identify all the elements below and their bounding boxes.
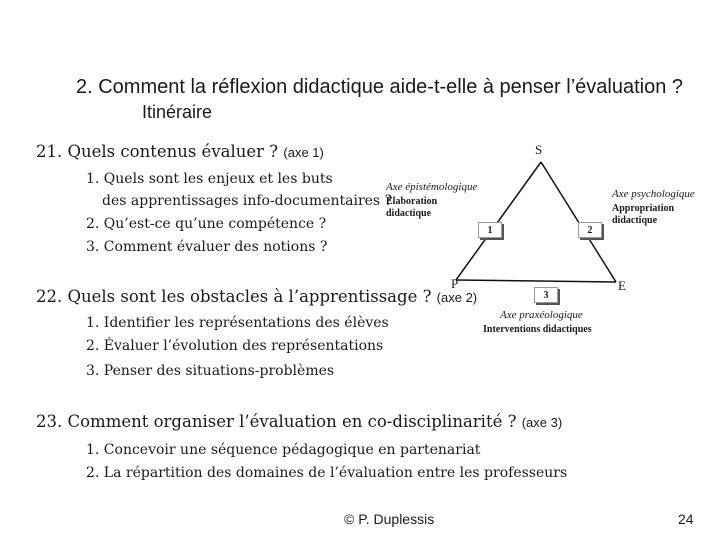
axis-psycho-title: Axe psychologique [612,188,695,200]
section-23-item-2: 2. La répartition des domaines de l’évaluation entre les professeurs [86,465,568,481]
section-21-item-3: 3. Comment évaluer des notions ? [86,239,328,255]
axis-epistemo-title: Axe épistémologique [386,181,478,193]
diagram-box-2: 2 [578,222,602,238]
axis-epistemo-line2: didactique [386,208,432,219]
slide-title: 2. Comment la réflexion didactique aide-t-elle à penser l’évaluation ? [76,76,684,98]
triangle-edge-bottom [456,280,616,282]
slide-subtitle: Itinéraire [142,102,213,122]
section-22-item-1: 1. Identifier les représentations des élèves [86,315,389,331]
section-22-item-3: 3. Penser des situations-problèmes [86,363,335,379]
axis-praxeo-line1: Interventions didactiques [483,324,592,335]
section-23-item-1: 1. Concevoir une séquence pédagogique en partenariat [86,442,481,458]
section-21-axis: (axe 1) [283,145,324,160]
vertex-s-label: S [535,142,543,157]
vertex-p-label: P [451,276,459,291]
page-number: 24 [678,511,694,527]
section-21-title: 21. Quels contenus évaluer ? [36,142,279,161]
section-21-item-1: 1. Quels sont les enjeux et les buts [86,171,333,187]
triangle-edge-left [456,162,541,280]
diagram-box-3: 3 [534,287,558,303]
section-23-axis: (axe 3) [521,415,563,430]
axis-epistemo-line1: Élaboration [386,196,438,207]
footer-author: © P. Duplessis [344,511,435,527]
section-22-axis: (axe 2) [436,290,478,305]
section-21-item-1-cont: des apprentissages info-documentaires ? [102,193,393,209]
section-22-item-2: 2. Évaluer l’évolution des représentations [86,338,384,354]
section-23-title: 23. Comment organiser l’évaluation en co-disciplinarité ? [36,412,517,431]
section-21-item-2: 2. Qu’est-ce qu’une compétence ? [86,216,327,232]
diagram-box-1: 1 [478,222,502,238]
axis-praxeo-title: Axe praxéologique [500,309,583,321]
axis-psycho-line2: didactique [612,215,658,226]
vertex-e-label: E [618,278,626,293]
section-22-title: 22. Quels sont les obstacles à l’apprentissage ? [36,287,432,306]
axis-psycho-line1: Appropriation [612,203,675,214]
